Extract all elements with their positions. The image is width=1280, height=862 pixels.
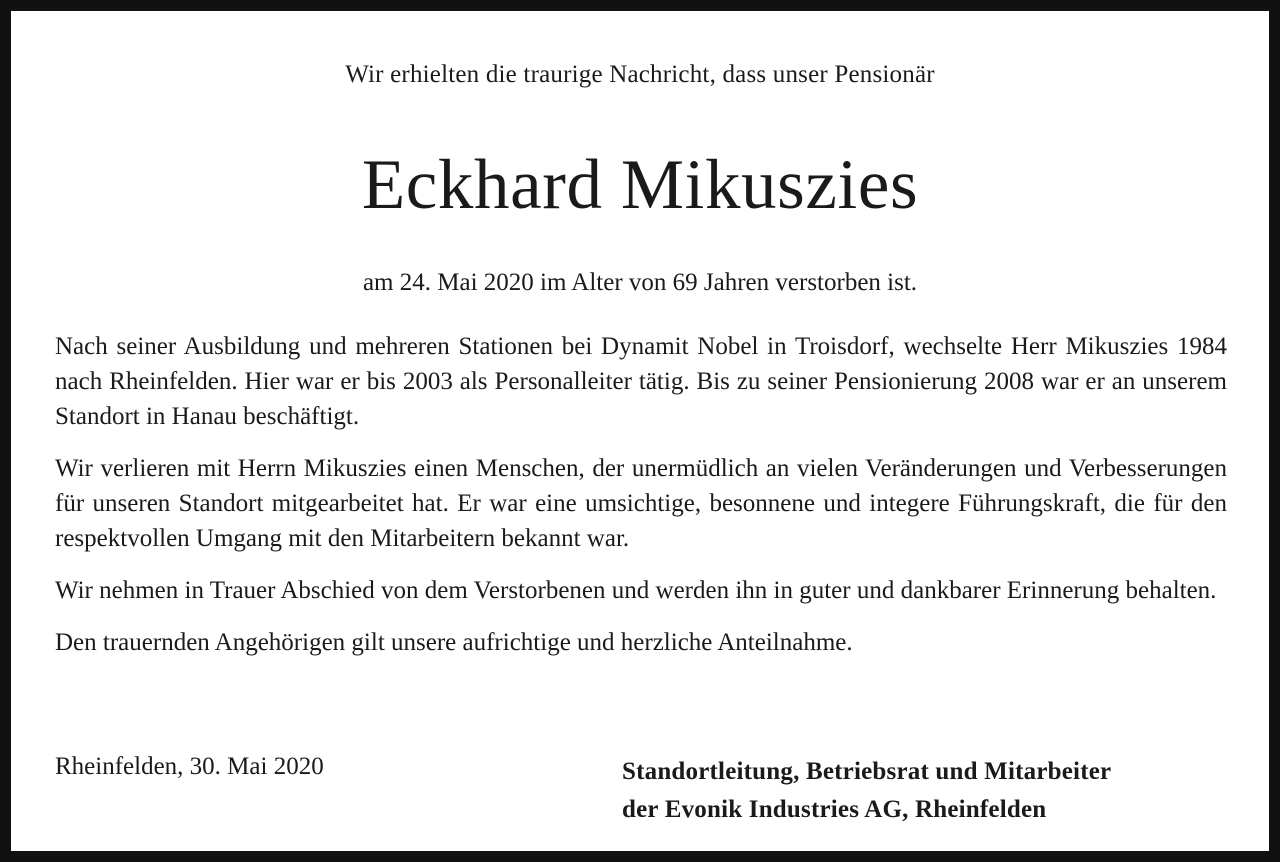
notice-body (55, 329, 1227, 677)
death-date-line: am 24. Mai 2020 im Alter von 69 Jahren verstorben ist. (362, 269, 918, 296)
paragraph-farewell: Wir nehmen in Trauer Abschied von dem Verstorbenen und werden ihn in guter und dankbarer Erinnerung behalten. (55, 577, 1217, 604)
paragraph-tribute: Wir verlieren mit Herrn Mikuszies einen Menschen, der unermüdlich an vielen Veränderungen und Verbesserungen für unseren Standort mitgearbeitet hat. Er war eine umsichtige, besonnene und integere Führungskraft, die für den respektvollen Umgang mit den Mitarbeitern bekannt war. (55, 455, 1227, 552)
place-date: Rheinfelden, 30. Mai 2020 (55, 753, 324, 780)
paragraph-career: Nach seiner Ausbildung und mehreren Stationen bei Dynamit Nobel in Troisdorf, wechselte Herr Mikuszies 1984 nach Rheinfelden. Hier war er bis 2003 als Personalleiter tätig. Bis zu seiner Pensionierung 2008 war er an unserem Standort in Hanau beschäftigt. (55, 333, 1227, 430)
signature-line: Standortleitung, Betriebsrat und Mitarbeiter (622, 758, 1112, 785)
deceased-name: Eckhard Mikuszies (361, 146, 919, 224)
intro-line: Wir erhielten die traurige Nachricht, dass unser Pensionär (345, 61, 935, 88)
signature-block (622, 753, 1111, 829)
signature-line: der Evonik Industries AG, Rheinfelden (622, 796, 1047, 823)
paragraph-condolence: Den trauernden Angehörigen gilt unsere aufrichtige und herzliche Anteilnahme. (55, 629, 853, 656)
